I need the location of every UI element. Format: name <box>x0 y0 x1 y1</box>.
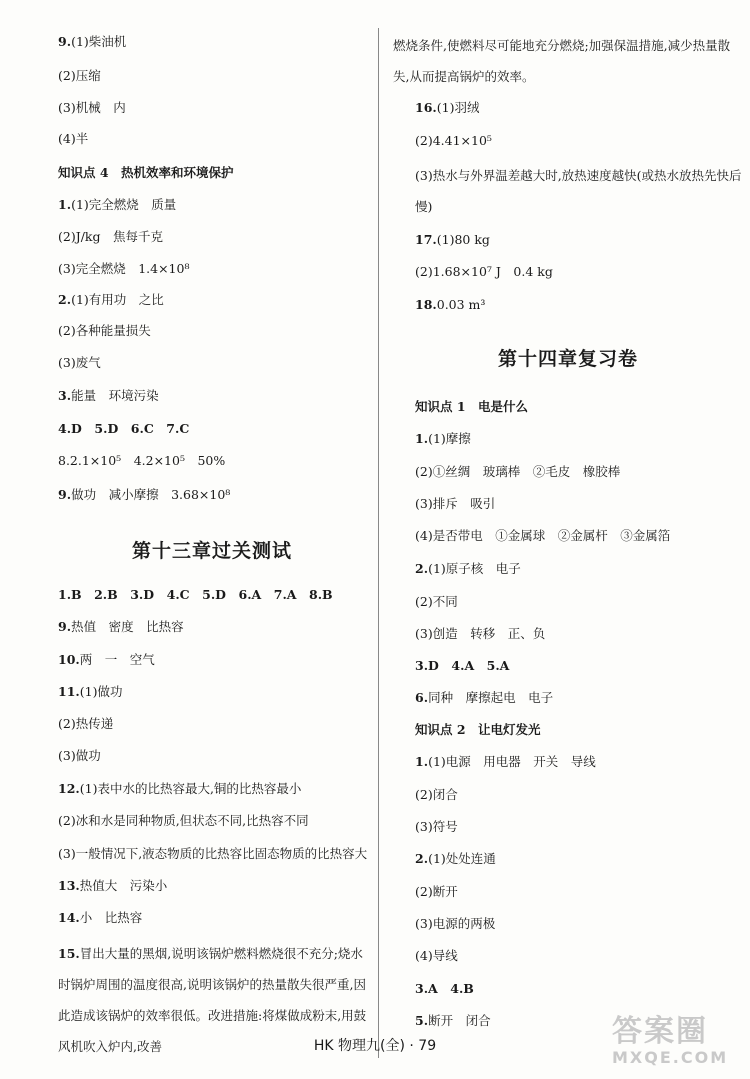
answer-line: (3)创造 转移 正、负 <box>415 626 546 641</box>
answer-line: 18.0.03 m³ <box>415 297 486 312</box>
watermark-logo <box>612 1015 742 1071</box>
answer-line: (3)一般情况下,液态物质的比热容比固态物质的比热容大 <box>58 846 368 861</box>
chapter-title: 第十四章复习卷 <box>498 348 639 370</box>
answer-line: (4)半 <box>58 131 89 146</box>
answer-line: 6.同种 摩擦起电 电子 <box>415 690 554 705</box>
answer-line: (4)导线 <box>415 948 458 963</box>
chapter-title: 第十三章过关测试 <box>132 540 293 562</box>
answer-line: 12.(1)表中水的比热容最大,铜的比热容最小 <box>58 781 302 796</box>
section-heading: 知识点 2 让电灯发光 <box>415 722 541 737</box>
answer-line: 1.(1)完全燃烧 质量 <box>58 197 177 212</box>
answer-paragraph: 15.冒出大量的黑烟,说明该锅炉燃料燃烧很不充分;烧水时锅炉周围的温度很高,说明该锅炉的热量散失很严重,因此造成该锅炉的效率很低。改进措施:将煤做成粉末,用鼓风机吹入炉内,改善 <box>58 946 367 1054</box>
column-divider <box>378 28 379 1058</box>
answer-line: (3)废气 <box>58 355 101 370</box>
answer-line: 3.D 4.A 5.A <box>415 658 510 673</box>
answer-line: 1.(1)摩擦 <box>415 431 471 446</box>
answer-line: 1.(1)电源 用电器 开关 导线 <box>415 754 596 769</box>
answer-line: 2.(1)有用功 之比 <box>58 292 164 307</box>
answer-line: (2)压缩 <box>58 68 101 83</box>
answer-line: (3)机械 内 <box>58 100 126 115</box>
answer-line: (4)是否带电 ①金属球 ②金属杆 ③金属箔 <box>415 528 671 543</box>
answer-line: 3.A 4.B <box>415 981 474 996</box>
answer-line: 2.(1)处处连通 <box>415 851 496 866</box>
answer-line: 13.热值大 污染小 <box>58 878 168 893</box>
answer-line: 9.(1)柴油机 <box>58 34 127 49</box>
answer-line: (2)各种能量损失 <box>58 323 151 338</box>
section-heading: 知识点 1 电是什么 <box>415 399 529 414</box>
answer-line: (2)闭合 <box>415 787 458 802</box>
answer-line: (3)符号 <box>415 819 458 834</box>
answer-line: (3)电源的两极 <box>415 916 496 931</box>
answer-line: (2)冰和水是同种物质,但状态不同,比热容不同 <box>58 813 309 828</box>
answer-line: 17.(1)80 kg <box>415 232 490 247</box>
answer-line: (3)完全燃烧 1.4×10⁸ <box>58 261 190 276</box>
answer-line: 11.(1)做功 <box>58 684 123 699</box>
section-heading: 知识点 4 热机效率和环境保护 <box>58 165 234 180</box>
answer-line: 4.D 5.D 6.C 7.C <box>58 421 190 436</box>
answer-line: 1.B 2.B 3.D 4.C 5.D 6.A 7.A 8.B <box>58 587 333 602</box>
answer-line: 9.热值 密度 比热容 <box>58 619 184 634</box>
answer-line: 5.断开 闭合 <box>415 1013 491 1028</box>
answer-paragraph: 燃烧条件,使燃料尽可能地充分燃烧;加强保温措施,减少热量散失,从而提高锅炉的效率。 <box>393 38 731 84</box>
answer-line: (2)J/kg 焦每千克 <box>58 229 164 244</box>
answer-line: (2)断开 <box>415 884 458 899</box>
answer-line: 16.(1)羽绒 <box>415 100 480 115</box>
answer-line: (2)1.68×10⁷ J 0.4 kg <box>415 264 553 279</box>
watermark-url: MXQE.COM <box>612 1048 729 1067</box>
page-footer: HK 物理九(全) · 79 <box>313 1038 437 1054</box>
answer-line: 2.(1)原子核 电子 <box>415 561 521 576</box>
answer-paragraph: (3)热水与外界温差越大时,放热速度越快(或热水放热先快后慢) <box>415 168 742 214</box>
answer-line: 3.能量 环境污染 <box>58 388 159 403</box>
answer-line: (3)排斥 吸引 <box>415 496 496 511</box>
answer-line: 8.2.1×10⁵ 4.2×10⁵ 50% <box>58 453 226 468</box>
answer-line: (3)做功 <box>58 748 101 763</box>
answer-line: (2)不同 <box>415 594 458 609</box>
answer-line: (2)4.41×10⁵ <box>415 133 492 148</box>
answer-line: 9.做功 减小摩擦 3.68×10⁸ <box>58 487 231 502</box>
answer-line: 14.小 比热容 <box>58 910 143 925</box>
watermark-text: 答案圈 <box>612 1014 708 1049</box>
answer-line: (2)热传递 <box>58 716 114 731</box>
answer-line: (2)①丝绸 玻璃棒 ②毛皮 橡胶棒 <box>415 464 621 479</box>
answer-line: 10.两 一 空气 <box>58 652 155 667</box>
